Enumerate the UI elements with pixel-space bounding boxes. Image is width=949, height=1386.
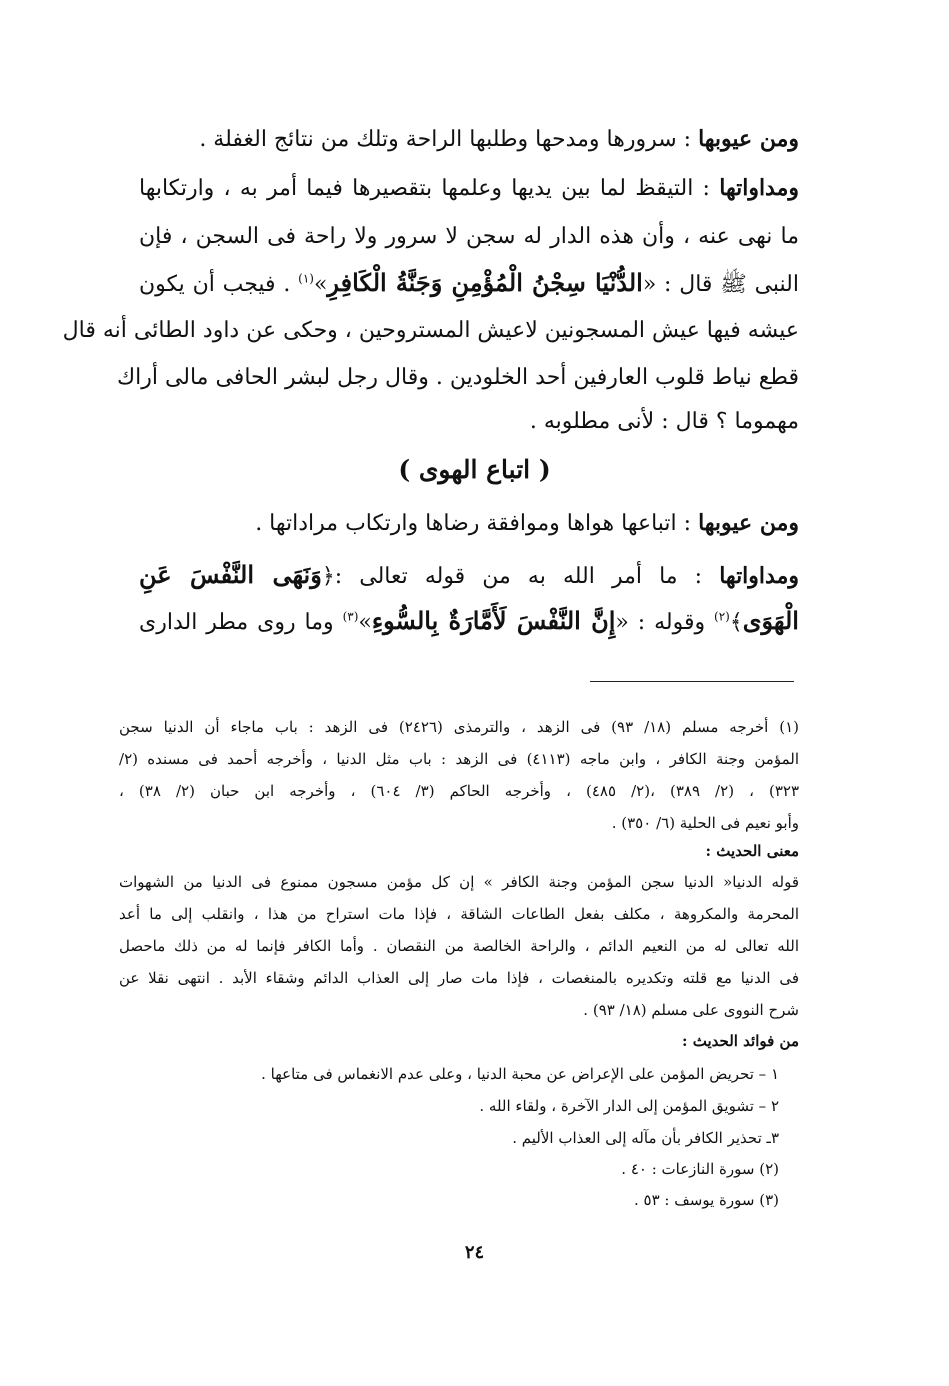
body-text: وما روى مطر الدارى — [139, 610, 334, 635]
lead-term: ومن عيوبها — [698, 510, 799, 536]
body-line-3: ما نهى عنه ، وأن هذه الدار له سجن لا سرور ولا راحة فى السجن ، فإن — [139, 224, 799, 249]
quran-quote: إِنَّ النَّفْسَ لَأَمَّارَةٌ بِالسُّوءِ — [371, 606, 616, 635]
footnote-subheading: معنى الحديث : — [705, 842, 799, 860]
quote-close: » — [358, 610, 372, 635]
lead-term: ومن عيوبها — [698, 126, 799, 152]
page-number: ٢٤ — [464, 1242, 485, 1263]
quran-quote: الْهَوَى — [742, 606, 799, 635]
body-text: : التيقظ لما بين يديها وعلمها بتقصيرها فيما أمر به ، وارتكابها — [139, 176, 710, 201]
body-line-6: قطع نياط قلوب العارفين أحد الخلودين . وقال رجل لبشر الحافى مالى أراك — [116, 365, 799, 390]
body-line-9 — [139, 560, 799, 592]
footnote-line: شرح النووى على مسلم (١٨/ ٩٣) . — [583, 1001, 799, 1019]
body-line-4 — [139, 268, 799, 300]
footnote-ref-3: (٣) — [342, 609, 359, 624]
footnote-line: ٣٢٣) ، (٢/ ٣٨٩) ،(٢/ ٤٨٥) ، وأخرجه الحاكم (٣/ ٦٠٤) ، وأخرجه ابن حبان (٢/ ٣٨) ، — [119, 782, 800, 800]
footnote-list-item: ١ – تحريض المؤمن على الإعراض عن محبة الدنيا ، وعلى عدم الانغماس فى متاعها . — [261, 1065, 779, 1083]
footnote-separator — [590, 681, 794, 682]
quote-close: ﴾ — [729, 610, 743, 635]
footnote-2: (٢) سورة النازعات : ٤٠ . — [621, 1160, 779, 1178]
body-text: : ما أمر الله به من قوله تعالى :﴿ — [321, 564, 703, 589]
footnote-subheading: من فوائد الحديث : — [682, 1032, 799, 1050]
footnote-line: وأبو نعيم فى الحلية (٦/ ٣٥٠) . — [611, 814, 799, 832]
body-line-8 — [139, 508, 799, 539]
footnote-line: المحرمة والمكروهة ، مكلف بفعل الطاعات الشاقة ، فإذا مات استراح من هذا ، وانقلب إلى ما أعد — [119, 905, 799, 923]
hadith-quote: الدُّنْيَا سِجْنُ الْمُؤْمِنِ وَجَنَّةُ الْكَافِرِ — [327, 268, 643, 297]
footnote-3: (٣) سورة يوسف : ٥٣ . — [633, 1191, 779, 1209]
body-text: وقوله : « — [615, 610, 706, 635]
body-text: النبى ﷺ قال : « — [642, 272, 800, 297]
footnote-ref-2: (٢) — [714, 609, 730, 624]
body-text: . فيجب أن يكون — [139, 272, 291, 297]
body-line-5: عيشه فيها عيش المسجونين لاعيش المستروحين ، وحكى عن داود الطائى أنه قال — [62, 318, 799, 343]
footnote-line: الله تعالى له من النعيم الدائم ، والراحة الخالصة من النقصان . وأما الكافر فإنما له من ذلك ماحصل — [119, 937, 799, 955]
footnote-line: قوله الدنيا« الدنيا سجن المؤمن وجنة الكافر » إن كل مؤمن مسجون ممنوع فى الدنيا من الشهوات — [119, 873, 799, 891]
footnote-ref-1: (١) — [298, 271, 314, 286]
body-text: : اتباعها هواها وموافقة رضاها وارتكاب مراداتها . — [255, 511, 692, 536]
body-line-7: مهموما ؟ قال : لأنى مطلوبه . — [529, 409, 799, 434]
footnote-list-item: ٣ـ تحذير الكافر بأن مآله إلى العذاب الأليم . — [512, 1129, 779, 1147]
footnote-list-item: ٢ – تشويق المؤمن إلى الدار الآخرة ، ولقاء الله . — [479, 1097, 779, 1115]
body-text: : سرورها ومدحها وطلبها الراحة وتلك من نتائج الغفلة . — [199, 127, 692, 152]
lead-term: ومداواتها — [719, 175, 800, 201]
quran-quote: وَنَهَى النَّفْسَ عَنِ — [139, 560, 322, 589]
lead-term: ومداواتها — [719, 563, 799, 589]
section-heading: ( اتباع الهوى ) — [398, 455, 551, 484]
body-line-1 — [139, 124, 799, 155]
body-line-10 — [139, 606, 799, 638]
quote-close: » — [313, 272, 328, 297]
body-line-2 — [139, 173, 799, 204]
footnote-line: فى الدنيا مع قلته وتكديره بالمنغصات ، فإذا مات صار إلى العذاب الدائم وشقاء الأبد . انتهى نقلا عن — [119, 969, 799, 987]
footnote-line: المؤمن وجنة الكافر ، وابن ماجه (٤١١٣) فى الزهد : باب مثل الدنيا ، وأخرجه أحمد فى مسنده (٢/ — [119, 750, 799, 768]
footnote-line: (١) أخرجه مسلم (١٨/ ٩٣) فى الزهد ، والترمذى (٢٤٢٦) فى الزهد : باب ماجاء أن الدنيا سجن — [119, 718, 800, 736]
